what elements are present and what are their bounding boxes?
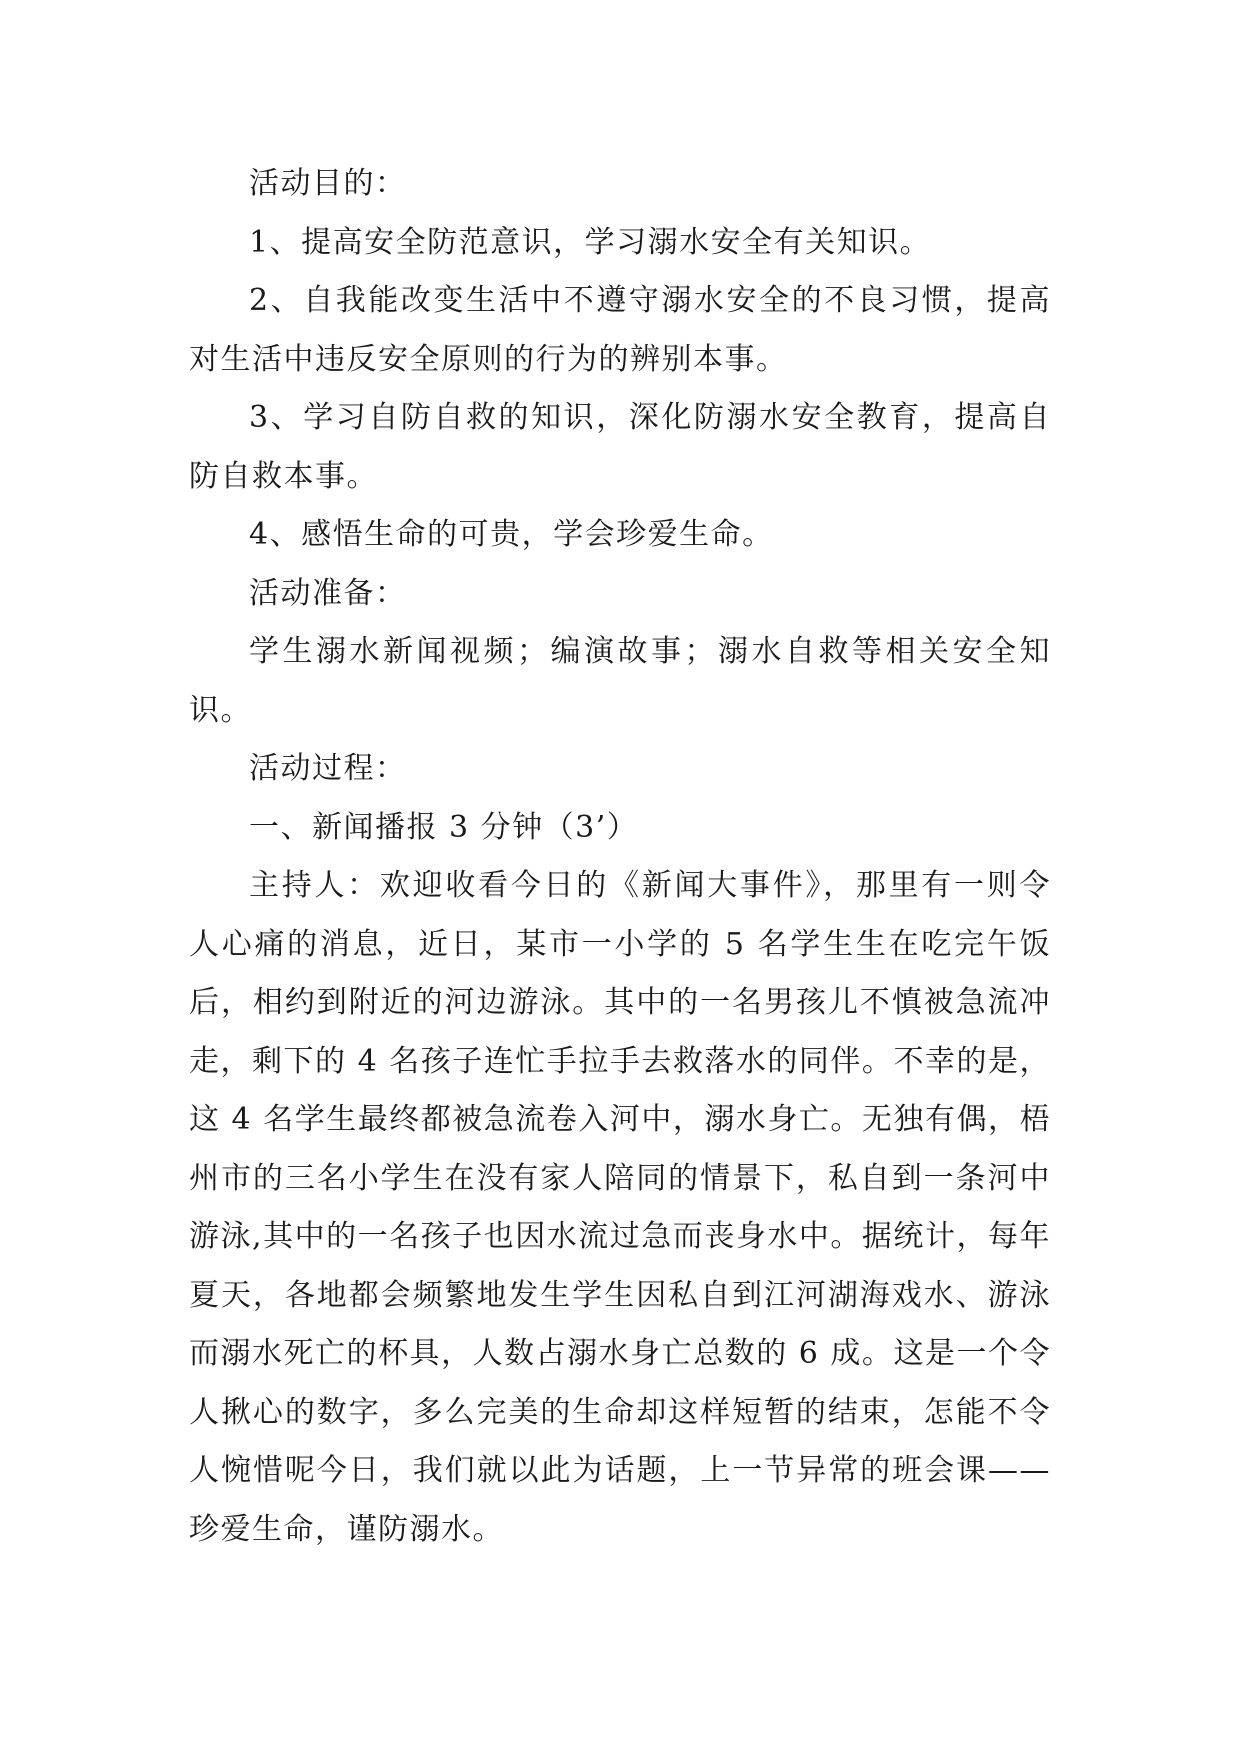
goal-item-2: 2、自我能改变生活中不遵守溺水安全的不良习惯，提高对生活中违反安全原则的行为的辨别本事。 (189, 283, 1051, 377)
heading-activity-goal: 活动目的： (249, 166, 407, 201)
preparation-text: 学生溺水新闻视频；编演故事；溺水自救等相关安全知识。 (189, 634, 1051, 728)
goal-item-4: 4、感悟生命的可贵，学会珍爱生命。 (249, 517, 774, 552)
document-body (189, 155, 1051, 1559)
goal-item-1: 1、提高安全防范意识，学习溺水安全有关知识。 (249, 224, 932, 260)
heading-activity-process: 活动过程： (249, 751, 407, 786)
heading-activity-preparation: 活动准备： (249, 575, 407, 611)
section-news-broadcast: 一、新闻播报 3 分钟（3’） (249, 809, 639, 845)
goal-item-3: 3、学习自防自救的知识，深化防溺水安全教育，提高自防自救本事。 (189, 400, 1051, 494)
host-speech: 主持人：欢迎收看今日的《新闻大事件》，那里有一则令人心痛的消息，近日，某市一小学的 5 名学生生在吃完午饭后，相约到附近的河边游泳。其中的一名男孩儿不慎被急流冲走，剩下的 4 名孩子连忙手拉手去救落水的同伴。不幸的是，这 4 名学生最终都被急流卷入河中，溺水身亡。无独有偶，梧州市的三名小学生在没有家人陪同的情景下，私自到一条河中游泳,其中的一名孩子也因水流过急而丧身水中。据统计，每年夏天，各地都会频繁地发生学生因私自到江河湖海戏水、游泳而溺水死亡的杯具，人数占溺水身亡总数的 6 成。这是一个令人揪心的数字，多么完美的生命却这样短暂的结束，怎能不令人惋惜呢今日，我们就以此为话题，上一节异常的班会课——珍爱生命，谨防溺水。 (189, 868, 1051, 1547)
